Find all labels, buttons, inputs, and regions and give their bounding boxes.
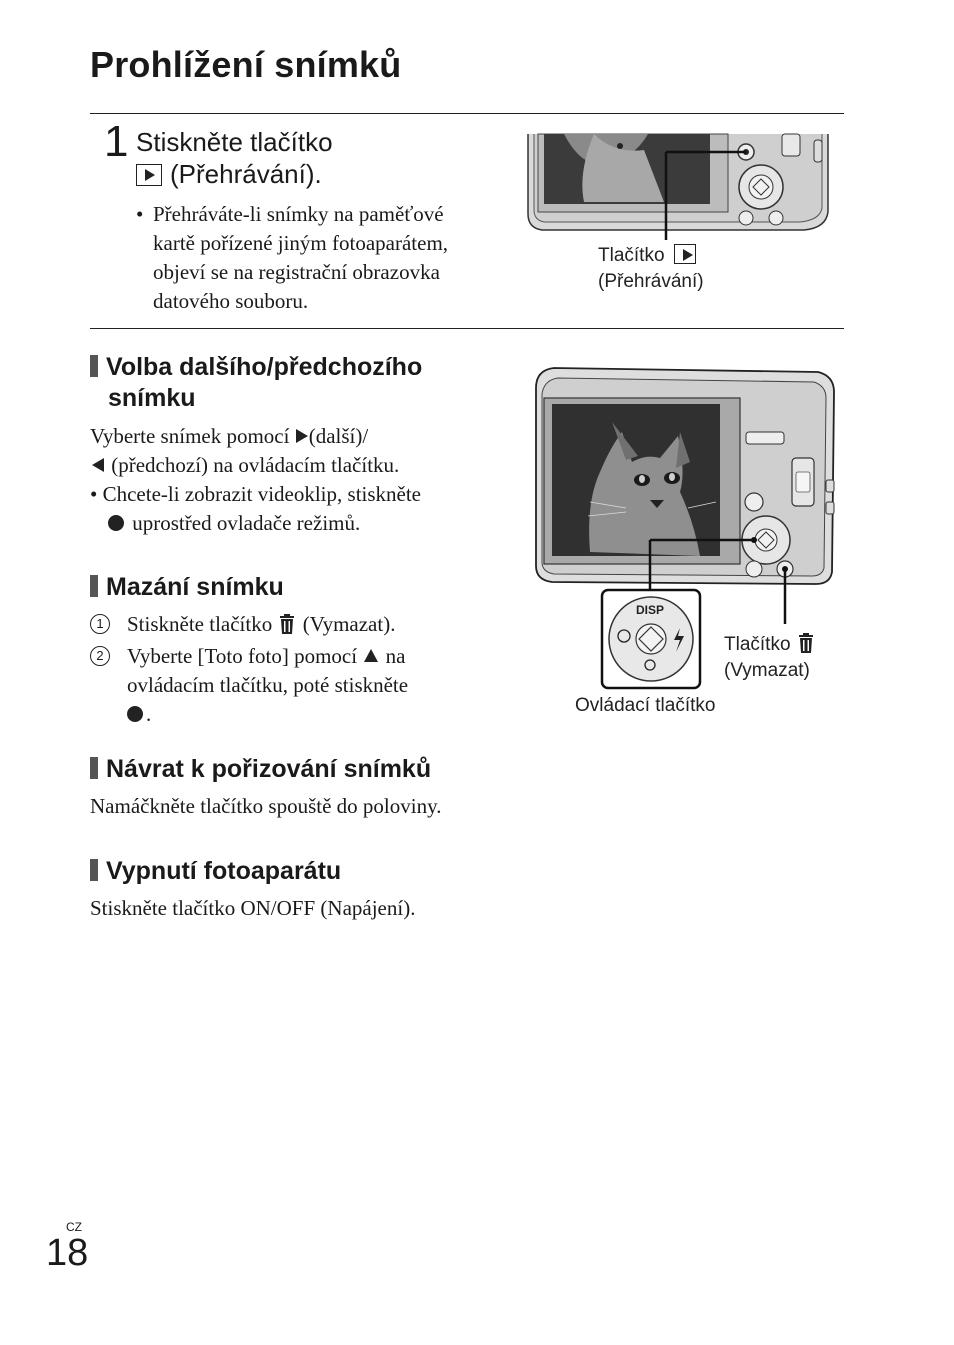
section-marker (90, 355, 98, 377)
section-vypnuti-title: Vypnutí fotoaparátu (106, 857, 342, 885)
section-volba-title-1: Volba dalšího/předchozího (106, 353, 423, 381)
volba-line4: uprostřed ovladače režimů. (132, 511, 361, 535)
section-marker (90, 757, 98, 779)
section-vypnuti-text: Stiskněte tlačítko ON/OFF (Napájení). (90, 896, 416, 920)
trash-icon (279, 614, 295, 634)
section-mazani-title: Mazání snímku (106, 573, 284, 601)
section-marker (90, 575, 98, 597)
mazani-item-1 (90, 610, 530, 639)
camera-back-crop-illustration (524, 132, 834, 240)
playback-label-text: Tlačítko (598, 245, 665, 266)
note-line-2: kartě pořízené jiným fotoaparátem, (153, 231, 449, 255)
note-line-1: Přehráváte-li snímky na paměťové (153, 202, 444, 226)
top-divider (90, 113, 844, 114)
mazani-item2-b: na (380, 644, 406, 668)
playback-label-sub: (Přehrávání) (598, 271, 704, 292)
control-button-label: Ovládací tlačítko (575, 695, 716, 716)
note-line-3: objeví se na registrační obrazovka (153, 260, 440, 284)
prev-arrow-icon (92, 458, 104, 472)
section-navrat-text: Namáčkněte tlačítko spouště do poloviny. (90, 794, 442, 818)
section-mazani-body (90, 610, 530, 729)
step-number: 1 (104, 117, 129, 166)
mazani-item2-line3: . (146, 702, 152, 726)
step-instruction-line1: Stiskněte tlačítko (136, 127, 333, 157)
volba-line1-a: Vyberte snímek pomocí (90, 424, 295, 448)
delete-label-text: Tlačítko (724, 634, 791, 655)
playback-icon (136, 164, 162, 186)
mazani-item2-line2: ovládacím tlačítku, poté stiskněte (127, 673, 409, 697)
disp-label: DISP (636, 603, 665, 617)
step-instruction (136, 126, 333, 190)
item-number-2: 2 (90, 646, 110, 666)
next-arrow-icon (296, 429, 308, 443)
delete-button-label (724, 632, 816, 684)
center-button-icon (127, 706, 143, 722)
section-heading-navrat (90, 754, 431, 785)
trash-icon (798, 633, 814, 653)
volba-line2: (předchozí) na ovládacím tlačítku. (106, 453, 400, 477)
page-number: 18 (46, 1232, 89, 1274)
delete-label-sub: (Vymazat) (724, 660, 810, 681)
section-heading-vypnuti (90, 856, 341, 887)
item-number-1: 1 (90, 614, 110, 634)
step-note (136, 200, 526, 316)
volba-line3: • Chcete-li zobrazit videoklip, stiskněte (90, 482, 422, 506)
playback-button-label (598, 243, 704, 295)
mid-divider (90, 328, 844, 329)
section-volba-body (90, 422, 530, 538)
mazani-item1-a: Stiskněte tlačítko (127, 612, 278, 636)
up-arrow-icon (364, 649, 378, 662)
mazani-item-2 (90, 642, 530, 729)
center-button-icon (108, 515, 124, 531)
note-line-4: datového souboru. (153, 289, 309, 313)
mazani-item1-b: (Vymazat). (297, 612, 396, 636)
section-heading-volba (90, 352, 520, 414)
section-navrat-title: Návrat k pořizování snímků (106, 755, 432, 783)
page-language: CZ (66, 1220, 82, 1234)
step-instruction-playback: (Přehrávání). (170, 159, 322, 189)
section-marker (90, 859, 98, 881)
mazani-item2-a: Vyberte [Toto foto] pomocí (127, 644, 363, 668)
step-instruction-line2 (136, 158, 333, 190)
note-bullet: • (136, 202, 144, 226)
section-heading-mazani (90, 572, 284, 603)
section-volba-title-2: snímku (108, 384, 196, 412)
page-title: Prohlížení snímků (90, 44, 402, 85)
volba-line1-b: (další)/ (308, 424, 369, 448)
playback-label-icon (674, 244, 696, 264)
